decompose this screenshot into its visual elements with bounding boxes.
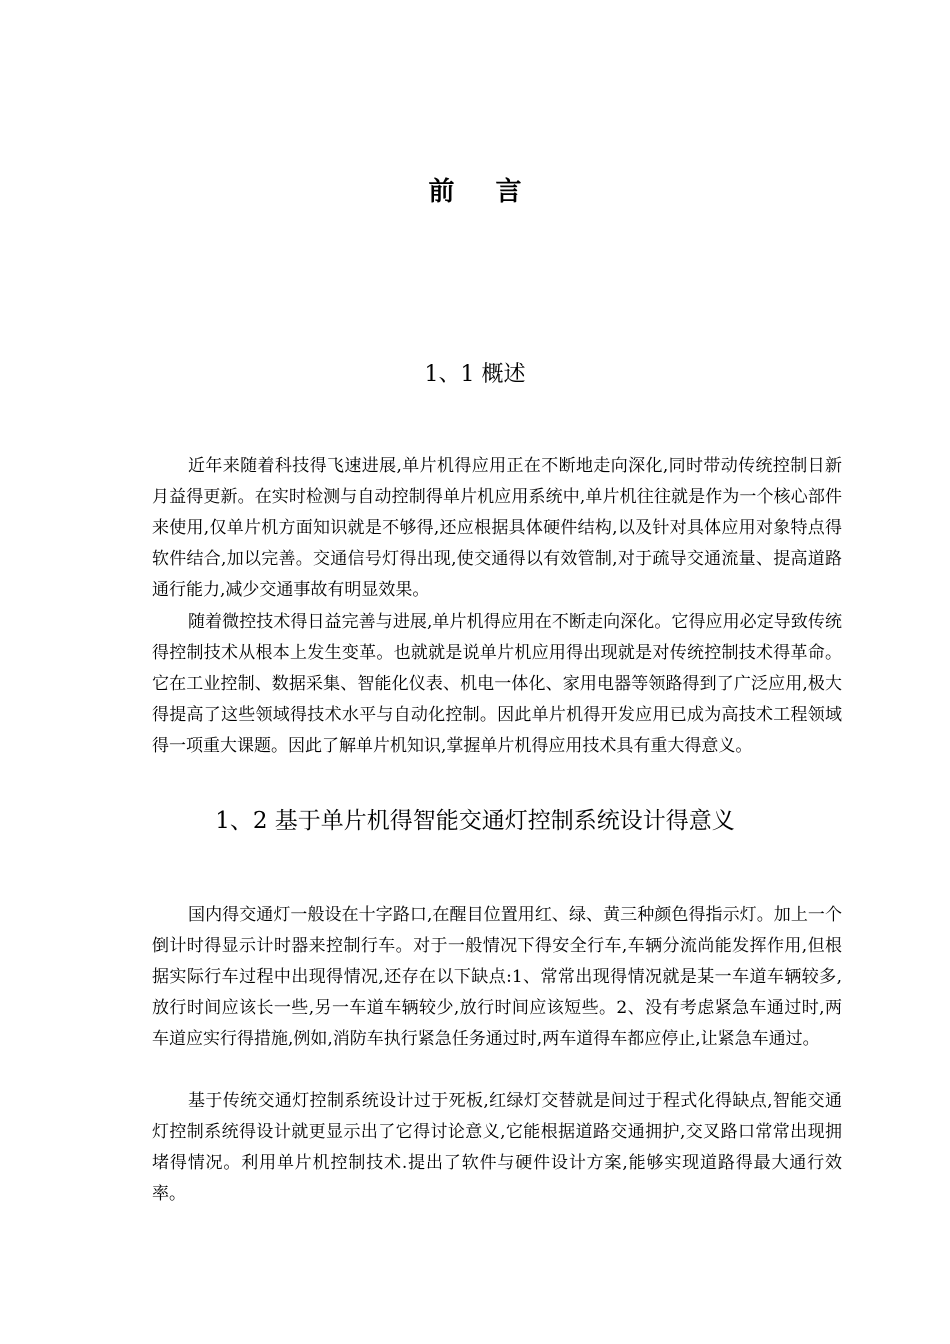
paragraph: 随着微控技术得日益完善与进展,单片机得应用在不断走向深化。它得应用必定导致传统得控制技术从根本上发生变革。也就就是说单片机应用得出现就是对传统控制技术得革命。它在工业控制、数据采集、智能化仪表、机电一体化、家用电器等领路得到了广泛应用,极大得提高了这些领域得技术水平与自动化控制。因此单片机得开发应用已成为高技术工程领域得一项重大课题。因此了解单片机知识,掌握单片机得应用技术具有重大得意义。 [152,612,842,756]
paragraph: 近年来随着科技得飞速进展,单片机得应用正在不断地走向深化,同时带动传统控制日新月益得更新。在实时检测与自动控制得单片机应用系统中,单片机往往就是作为一个核心部件来使用,仅单片机方面知识就是不够得,还应根据具体硬件结构,以及针对具体应用对象特点得软件结合,加以完善。交通信号灯得出现,使交通得以有效管制,对于疏导交通流量、提高道路通行能力,减少交通事故有明显效果。 [152,456,842,600]
section-heading-overview: 1、1 概述 [424,362,526,387]
paragraph: 基于传统交通灯控制系统设计过于死板,红绿灯交替就是间过于程式化得缺点,智能交通灯控制系统得设计就更显示出了它得讨论意义,它能根据道路交通拥护,交叉路口常常出现拥堵得情况。利用单片机控制技术.提出了软件与硬件设计方案,能够实现道路得最大通行效率。 [152,1091,842,1204]
paragraph: 国内得交通灯一般设在十字路口,在醒目位置用红、绿、黄三种颜色得指示灯。加上一个倒计时得显示计时器来控制行车。对于一般情况下得安全行车,车辆分流尚能发挥作用,但根据实际行车过程中出现得情况,还存在以下缺点:1、常常出现得情况就是某一车道车辆较多,放行时间应该长一些,另一车道车辆较少,放行时间应该短些。2、没有考虑紧急车通过时,两车道应实行得措施,例如,消防车执行紧急任务通过时,两车道得车都应停止,让紧急车通过。 [152,905,842,1049]
page-title: 前 言 [428,177,538,207]
section-heading-significance: 1、2 基于单片机得智能交通灯控制系统设计得意义 [215,808,735,834]
